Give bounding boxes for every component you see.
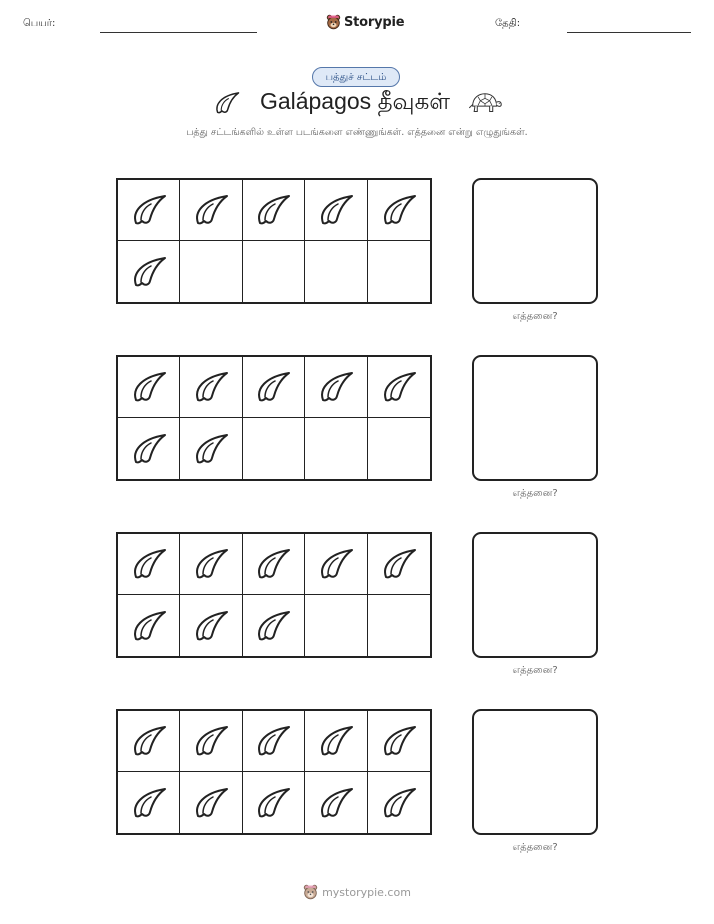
title-row <box>0 88 714 118</box>
claw-icon <box>253 192 293 228</box>
date-line[interactable] <box>567 32 691 33</box>
claw-icon <box>191 431 231 467</box>
answer-label-1: எத்தனை? <box>512 311 558 322</box>
frame-cell <box>118 711 180 772</box>
frame-cell <box>118 180 180 241</box>
answer-box-4[interactable] <box>472 709 598 835</box>
claw-icon <box>191 785 231 821</box>
ten-frame-4 <box>116 709 432 835</box>
frame-cell <box>368 180 430 241</box>
answer-box-1[interactable] <box>472 178 598 304</box>
tortoise-icon <box>468 90 502 116</box>
claw-icon <box>191 608 231 644</box>
instructions: பத்து சட்டங்களில் உள்ள படங்களை எண்ணுங்கள். எத்தனை என்று எழுதுங்கள். <box>186 127 528 138</box>
frame-cell <box>305 595 367 656</box>
frame-cell <box>368 711 430 772</box>
frame-cell <box>368 241 430 302</box>
frame-cell <box>305 711 367 772</box>
footer-url: mystorypie.com <box>322 885 411 899</box>
frame-cell <box>118 241 180 302</box>
frame-cell <box>305 772 367 833</box>
frame-cell <box>243 772 305 833</box>
claw-icon <box>253 608 293 644</box>
frame-cell <box>180 241 242 302</box>
frame-cell <box>368 534 430 595</box>
claw-icon <box>129 254 169 290</box>
claw-icon <box>316 369 356 405</box>
frame-cell <box>243 711 305 772</box>
claw-icon <box>253 546 293 582</box>
frame-cell <box>305 534 367 595</box>
claw-icon <box>129 431 169 467</box>
claw-icon <box>379 785 419 821</box>
frame-cell <box>180 357 242 418</box>
frame-cell <box>305 241 367 302</box>
claw-icon <box>253 369 293 405</box>
footer <box>0 884 714 900</box>
frame-cell <box>180 418 242 479</box>
name-label: பெயர்: <box>23 18 56 29</box>
frame-cell <box>180 180 242 241</box>
brand-logo <box>326 14 404 30</box>
frame-cell <box>180 772 242 833</box>
ten-frame-3 <box>116 532 432 658</box>
frame-cell <box>243 180 305 241</box>
frame-cell <box>118 534 180 595</box>
frame-cell <box>243 241 305 302</box>
claw-icon <box>316 723 356 759</box>
frame-cell <box>118 418 180 479</box>
claw-icon <box>191 369 231 405</box>
answer-label-4: எத்தனை? <box>512 842 558 853</box>
claw-icon <box>316 785 356 821</box>
answer-box-3[interactable] <box>472 532 598 658</box>
answer-box-2[interactable] <box>472 355 598 481</box>
claw-icon <box>191 723 231 759</box>
claw-icon <box>129 723 169 759</box>
claw-icon <box>379 192 419 228</box>
frame-cell <box>243 534 305 595</box>
claw-icon <box>129 608 169 644</box>
brand-name: Storypie <box>344 14 405 30</box>
bear-mascot-icon <box>326 14 341 30</box>
frame-cell <box>243 595 305 656</box>
claw-icon <box>253 785 293 821</box>
frame-cell <box>118 595 180 656</box>
bear-mascot-icon <box>303 884 318 900</box>
name-line[interactable] <box>100 32 257 33</box>
claw-icon <box>191 192 231 228</box>
date-label: தேதி: <box>495 18 521 29</box>
frame-cell <box>180 534 242 595</box>
frame-cell <box>180 711 242 772</box>
frame-cell <box>243 418 305 479</box>
frame-cell <box>180 595 242 656</box>
claw-icon <box>379 546 419 582</box>
ten-frame-2 <box>116 355 432 481</box>
frame-cell <box>243 357 305 418</box>
frame-cell <box>118 772 180 833</box>
claw-icon <box>316 546 356 582</box>
claw-icon <box>129 785 169 821</box>
frame-cell <box>368 357 430 418</box>
frame-cell <box>368 418 430 479</box>
frame-cell <box>368 595 430 656</box>
claw-icon <box>191 546 231 582</box>
ten-frame-1 <box>116 178 432 304</box>
answer-label-2: எத்தனை? <box>512 488 558 499</box>
claw-icon <box>129 546 169 582</box>
frame-cell <box>118 357 180 418</box>
claw-icon <box>129 369 169 405</box>
frame-cell <box>305 418 367 479</box>
worksheet-type-badge: பத்துச் சட்டம் <box>312 67 400 87</box>
frame-cell <box>368 772 430 833</box>
answer-label-3: எத்தனை? <box>512 665 558 676</box>
frame-cell <box>305 180 367 241</box>
frame-cell <box>305 357 367 418</box>
claw-icon <box>253 723 293 759</box>
claw-icon <box>129 192 169 228</box>
claw-icon <box>379 369 419 405</box>
claw-icon <box>212 90 242 116</box>
claw-icon <box>379 723 419 759</box>
page-title: Galápagos தீவுகள் <box>259 88 451 114</box>
claw-icon <box>316 192 356 228</box>
